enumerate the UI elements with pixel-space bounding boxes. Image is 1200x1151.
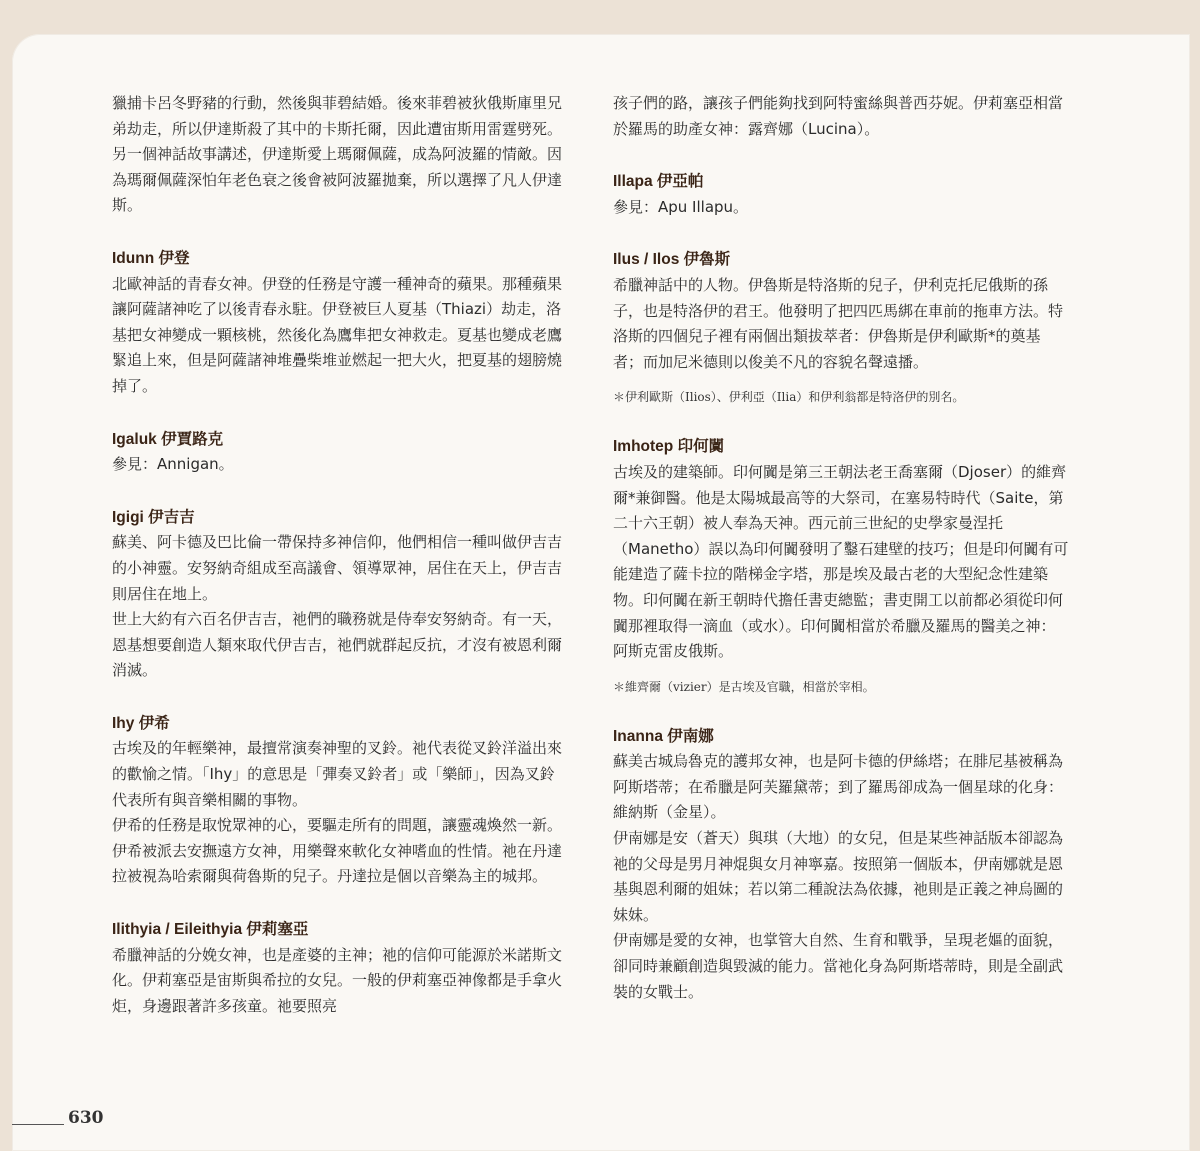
left-column — [112, 91, 568, 1019]
glossary-entry — [613, 169, 1069, 220]
entry-paragraph: 伊南娜是愛的女神，也掌管大自然、生育和戰爭，呈現老嫗的面貌，卻同時兼顧創造與毀滅的能力。當祂化身為阿斯塔蒂時，則是全副武裝的女戰士。 — [613, 931, 1064, 1001]
glossary-entry — [613, 434, 1069, 696]
entry-paragraph: 參見：Annigan。 — [112, 455, 234, 474]
entry-paragraph: 北歐神話的青春女神。伊登的任務是守護一種神奇的蘋果。那種蘋果讓阿薩諸神吃了以後青春永駐。伊登被巨人夏基（Thiazi）劫走，洛基把女神變成一顆核桃，然後化為鷹隼把女神救走。夏基也變成老鷹緊追上來，但是阿薩諸神堆疊柴堆並燃起一把大火，把夏基的翅膀燒掉了。 — [112, 274, 563, 395]
entry-paragraph: 伊希的任務是取悅眾神的心，要驅走所有的問題，讓靈魂煥然一新。伊希被派去安撫遠方女神，用樂聲來軟化女神嗜血的性情。祂在丹達拉被視為哈索爾與荷魯斯的兒子。丹達拉是個以音樂為主的城邦。 — [112, 816, 563, 886]
entry-paragraph: 希臘神話的分娩女神，也是產婆的主神；祂的信仰可能源於米諾斯文化。伊莉塞亞是宙斯與希拉的女兒。一般的伊莉塞亞神像都是手拿火炬，身邊跟著許多孩童。祂要照亮 — [112, 945, 563, 1015]
entry-paragraph: 世上大約有六百名伊吉吉，祂們的職務就是侍奉安努納奇。有一天，恩基想要創造人類來取代伊吉吉，祂們就群起反抗，才沒有被恩利爾消滅。 — [112, 610, 563, 680]
entry-heading: Ihy 伊希 — [112, 714, 170, 732]
glossary-entry — [613, 247, 1069, 407]
entry-heading: Idunn 伊登 — [112, 249, 190, 267]
glossary-entry — [112, 246, 568, 400]
entry-heading: Ilithyia / Eileithyia 伊莉塞亞 — [112, 921, 309, 939]
entry-paragraph: 蘇美古城烏魯克的護邦女神，也是阿卡德的伊絲塔；在腓尼基被稱為阿斯塔蒂；在希臘是阿芙羅黛蒂；到了羅馬卻成為一個星球的化身：維納斯（金星）。 — [613, 752, 1064, 822]
glossary-entry — [112, 917, 568, 1019]
entry-paragraph: 獵捕卡呂冬野豬的行動，然後與菲碧結婚。後來菲碧被狄俄斯庫里兄弟劫走，所以伊達斯殺了其中的卡斯托爾，因此遭宙斯用雷霆劈死。 — [112, 94, 563, 138]
entry-paragraph: 希臘神話中的人物。伊魯斯是特洛斯的兒子，伊利克托尼俄斯的孫子，也是特洛伊的君王。他發明了把四匹馬綁在車前的拖車方法。特洛斯的四個兒子裡有兩個出類拔萃者：伊魯斯是伊利歐斯*的奠基者；而加尼米德則以俊美不凡的容貌名聲遠播。 — [613, 275, 1064, 371]
book-page — [12, 34, 1190, 1151]
entry-paragraph: 參見：Apu Illapu。 — [613, 197, 749, 216]
glossary-entry — [112, 711, 568, 890]
entry-footnote: ＊伊利歐斯（Ilios）、伊利亞（Ilia）和伊利翁都是特洛伊的別名。 — [613, 390, 965, 405]
entry-paragraph: 孩子們的路，讓孩子們能夠找到阿特蜜絲與普西芬妮。伊莉塞亞相當於羅馬的助產女神：露齊娜（Lucina）。 — [613, 94, 1064, 138]
continued-entry — [112, 91, 568, 219]
footer-rule — [12, 1124, 64, 1125]
entry-heading: Imhotep 印何闐 — [613, 438, 725, 456]
entry-heading: Igigi 伊吉吉 — [112, 508, 195, 526]
entry-paragraph: 另一個神話故事講述，伊達斯愛上瑪爾佩薩，成為阿波羅的情敵。因為瑪爾佩薩深怕年老色衰之後會被阿波羅拋棄，所以選擇了凡人伊達斯。 — [112, 145, 563, 215]
page-number: 630 — [68, 1108, 104, 1128]
glossary-entry — [613, 724, 1069, 1006]
glossary-entry — [112, 505, 568, 684]
entry-paragraph: 蘇美、阿卡德及巴比倫一帶保持多神信仰，他們相信一種叫做伊吉吉的小神靈。安努納奇組成至高議會、領導眾神，居住在天上，伊吉吉則居住在地上。 — [112, 533, 563, 603]
right-column — [613, 91, 1069, 1005]
entry-heading: Illapa 伊亞帕 — [613, 173, 704, 191]
entry-heading: Ilus / Ilos 伊魯斯 — [613, 251, 731, 269]
glossary-entry — [112, 427, 568, 478]
entry-paragraph: 古埃及的建築師。印何闐是第三王朝法老王喬塞爾（Djoser）的維齊爾*兼御醫。他是太陽城最高等的大祭司，在塞易特時代（Saite，第二十六王朝）被人奉為天神。西元前三世紀的史學家曼涅托（Manetho）誤以為印何闐發明了鑿石建壁的技巧；但是印何闐有可能建造了薩卡拉的階梯金字塔，那是埃及最古老的大型紀念性建築物。印何闐在新王朝時代擔任書吏總監；書吏開工以前都必須從印何闐那裡取得一滴血（或水）。印何闐相當於希臘及羅馬的醫美之神：阿斯克雷皮俄斯。 — [613, 462, 1069, 661]
entry-paragraph: 古埃及的年輕樂神，最擅常演奏神聖的叉鈴。祂代表從叉鈴洋溢出來的歡愉之情。「Ihy」的意思是「彈奏叉鈴者」或「樂師」，因為叉鈴代表所有與音樂相關的事物。 — [112, 739, 563, 809]
entry-paragraph: 伊南娜是安（蒼天）與琪（大地）的女兒，但是某些神話版本卻認為祂的父母是男月神焜與女月神寧嘉。按照第一個版本，伊南娜就是恩基與恩利爾的姐妹；若以第二種說法為依據，祂則是正義之神烏圖的妹妹。 — [613, 829, 1064, 924]
continued-entry — [613, 91, 1069, 142]
entry-heading: Inanna 伊南娜 — [613, 727, 714, 745]
entry-heading: Igaluk 伊賈路克 — [112, 430, 224, 448]
entry-footnote: ＊維齊爾（vizier）是古埃及官職，相當於宰相。 — [613, 679, 875, 694]
